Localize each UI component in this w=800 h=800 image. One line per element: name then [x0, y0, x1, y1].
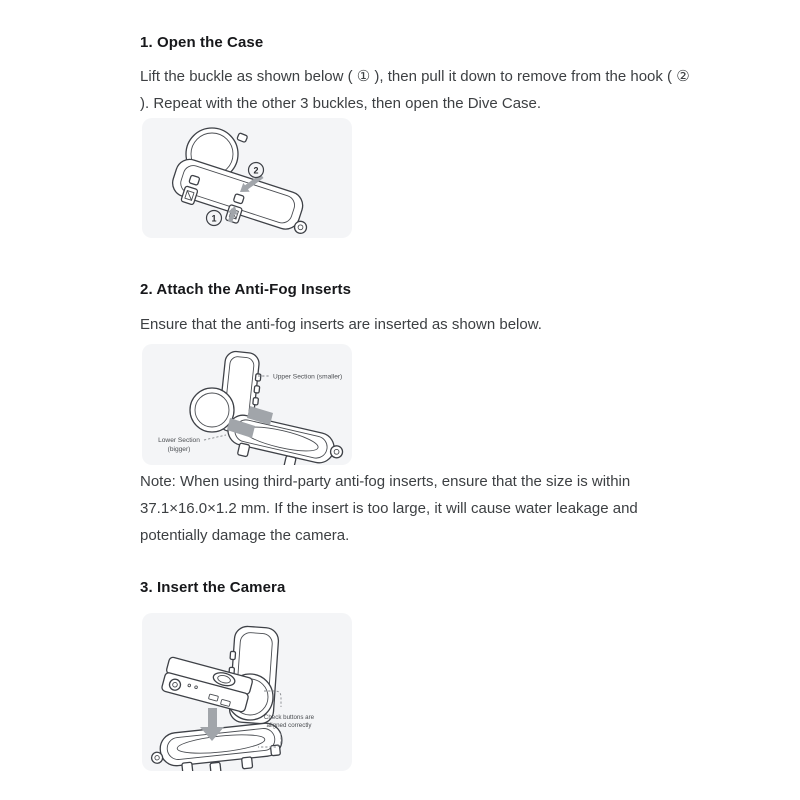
body-line: Lift the buckle as shown below ( ① ), then pull it down to remove from the hook ( ② — [140, 68, 690, 85]
section-2-note — [140, 468, 691, 549]
section-2-body — [140, 311, 691, 338]
section-1-heading: 1. Open the Case — [140, 34, 264, 51]
body-line: ). Repeat with the other 3 buckles, then open the Dive Case. — [140, 95, 542, 112]
body-line: Ensure that the anti-fog inserts are inserted as shown below. — [140, 316, 542, 333]
section-2-heading: 2. Attach the Anti-Fog Inserts — [140, 281, 352, 298]
svg-text:2: 2 — [253, 165, 259, 176]
dome-lens-shape — [190, 388, 234, 432]
camera-insertion-illustration — [142, 613, 352, 771]
lower-section-label: Lower Section — [158, 437, 200, 444]
step-1-marker-icon — [207, 211, 222, 226]
case-body-shape — [166, 156, 316, 238]
lower-section-shape — [222, 412, 345, 465]
check-buttons-label: Check buttons are — [263, 714, 315, 721]
note-line: 37.1×16.0×1.2 mm. If the insert is too large, it will cause water leakage and — [140, 500, 638, 517]
section-3-heading: 3. Insert the Camera — [140, 579, 286, 596]
step-2-marker-icon — [249, 163, 264, 178]
leader-line — [204, 435, 226, 440]
figure-open-case — [142, 118, 352, 238]
note-line: potentially damage the camera. — [140, 527, 350, 544]
figure-anti-fog-inserts — [142, 344, 352, 465]
check-buttons-label: aligned correctly — [266, 722, 312, 729]
svg-text:1: 1 — [211, 213, 217, 224]
note-line: Note: When using third-party anti-fog inserts, ensure that the size is within — [140, 473, 631, 490]
section-1-body — [140, 63, 691, 117]
figure-insert-camera — [142, 613, 352, 771]
upper-section-label: Upper Section (smaller) — [273, 373, 343, 381]
lower-section-label: (bigger) — [167, 446, 191, 453]
dive-case-open-illustration — [142, 344, 352, 465]
dive-case-closed-illustration — [142, 118, 352, 238]
